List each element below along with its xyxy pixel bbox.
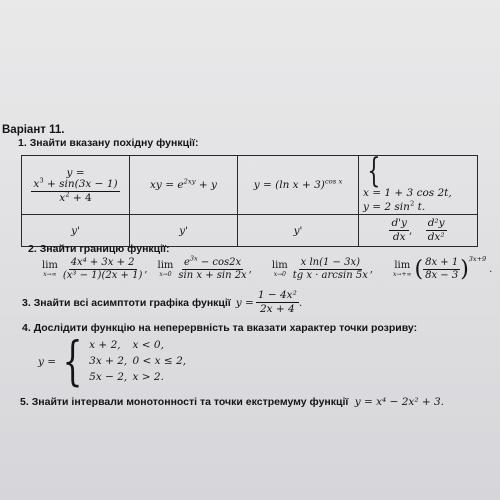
cell-function-2: xy = $e^{2xy} + y$ [130, 156, 238, 215]
limit-3-fraction: $\frac{\text{x ln(1 − 3x)}}{\text{tg x · arcsin 5x}}$ [292, 256, 368, 281]
case-3: 5x − 2, x > 2. [89, 370, 164, 383]
derivative-table [21, 151, 478, 247]
limit-1-operator: lim x→∞ [42, 260, 58, 278]
task-2-heading: 2. Знайти границю функції: [28, 243, 170, 255]
limit-4-operator: lim x→+∞ [393, 260, 412, 278]
system-brace: { [367, 151, 381, 191]
cell-answer-2: y' [130, 215, 238, 247]
fraction-1: $\frac{x^3 + \sin(3x - 1)}{x^2 + 4}$ [33, 176, 118, 204]
limit-2-operator: lim x→0 [157, 260, 174, 278]
cell-answer-1: y' [22, 215, 130, 247]
limits-row: lim x→∞ $\frac{\text{4x⁴ + 3x + 2}}{\text{(x³ − 1)(2x + 1)}}$ , lim x→0 $\frac{e^{3x} - \cos 2x}{\text{sin x + sin 2x}}$ , lim x→0 $\frac{\text{x ln(1 − 3x)}}{\text{tg x · arcsin 5x}}$ , lim x→+∞ ( $\frac{8x + 1}{8x - 3}$ ) 3x+9 . [42, 254, 493, 282]
param-system: x = 1 + 3 cos 2t, y = 2 $\sin^2 t$. [363, 187, 452, 214]
cell-answer-4: $\frac{d'y}{dx}$ , $\frac{\text{d²y}}{\text{dx²}}$ [359, 215, 478, 247]
variant-title: Варіант 11. [2, 124, 65, 136]
task-1-number: 1. [18, 137, 27, 149]
piecewise-function: y = { x + 2, x < 0, 3x + 2, 0 < x ≤ 2, 5x − 2, x > 2. [38, 331, 187, 392]
limit-1-fraction: $\frac{\text{4x⁴ + 3x + 2}}{\text{(x³ − 1)(2x + 1)}}$ [62, 256, 143, 281]
cell-function-3: y = (ln x + 3)$^{cos x}$ [238, 156, 359, 215]
task-1-text: Знайти вказану похідну функції: [29, 137, 199, 149]
case-1: x + 2, x < 0, [89, 339, 164, 351]
limit-3-operator: lim x→0 [271, 260, 288, 278]
task-1-heading [18, 137, 198, 149]
cell-answer-3: y' [238, 215, 359, 247]
limit-2-fraction: $\frac{e^{3x} - \cos 2x}{\text{sin x + sin 2x}}$ [178, 254, 247, 281]
y-equals: y = [66, 166, 85, 179]
limit-4-fraction: $\frac{8x + 1}{8x - 3}$ [425, 256, 459, 281]
cell-function-4 [359, 151, 478, 215]
task-3: 3. Знайти всі асимптоти графіка функції y = $\frac{\text{1 − 4x²}}{2x + 4}$ . [22, 289, 303, 316]
task-3-fraction: $\frac{\text{1 − 4x²}}{2x + 4}$ [257, 289, 297, 316]
task-4-heading: 4. Дослідити функцію на неперервність та вказати характер точки розриву: [22, 322, 418, 334]
case-2: 3x + 2, 0 < x ≤ 2, [89, 354, 187, 367]
cell-function-1 [22, 156, 130, 215]
piecewise-brace: { [62, 331, 83, 392]
task-5: 5. Знайти інтервали монотонності та точки екстремуму функції y = x⁴ − 2x² + 3. [20, 396, 445, 408]
